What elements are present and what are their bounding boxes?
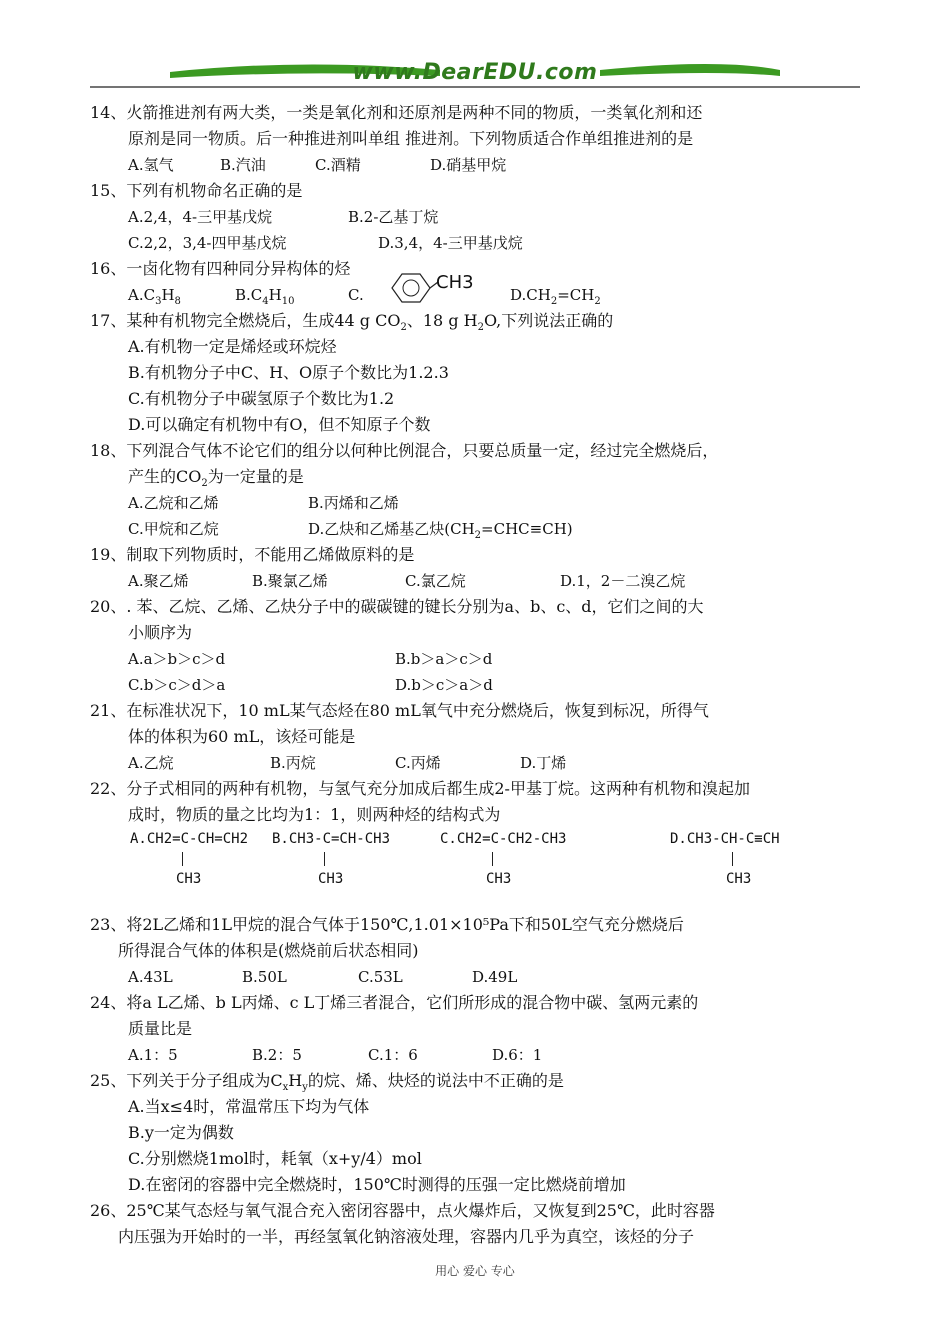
option-b: B.2-乙基丁烷 xyxy=(348,208,439,226)
option-c xyxy=(440,828,600,887)
option-b-label: B. xyxy=(272,831,289,847)
option-a: A.43L xyxy=(128,968,173,986)
bond-line xyxy=(324,852,325,866)
option-c: C.甲烷和乙烷 xyxy=(128,520,219,538)
option-a: A.有机物一定是烯烃或环烷烃 xyxy=(128,337,337,356)
question-26-line2: 内压强为开始时的一半，再经氢氧化钠溶液处理，容器内几乎为真空，该烃的分子 xyxy=(118,1227,695,1246)
question-18-line1: 18、下列混合气体不论它们的组分以何种比例混合，只要总质量一定，经过完全燃烧后， xyxy=(90,441,719,460)
bond-line xyxy=(492,852,493,866)
option-d: D.硝基甲烷 xyxy=(430,156,507,174)
option-d-label: D. xyxy=(670,831,687,847)
question-19-line1: 19、制取下列物质时，不能用乙烯做原料的是 xyxy=(90,545,415,564)
question-15-options-row1 xyxy=(90,204,870,230)
option-b: B.50L xyxy=(242,968,287,986)
option-a: A.乙烷和乙烯 xyxy=(128,494,219,512)
question-25-line1: 25、下列关于分子组成为$C_xH_y$的烷、烯、炔烃的说法中不正确的是 xyxy=(90,1071,564,1094)
option-a: A.氢气 xyxy=(128,156,174,174)
question-list xyxy=(90,100,870,1250)
question-21-options xyxy=(90,750,870,776)
option-c: C.53L xyxy=(358,968,403,986)
option-a: A.乙烷 xyxy=(128,754,174,772)
option-b: B.丙烯和乙烯 xyxy=(308,494,399,512)
question-24-options xyxy=(90,1042,870,1068)
question-15-options-row2 xyxy=(90,230,870,256)
option-a-formula: CH2=C-CH=CH2 xyxy=(146,831,249,847)
option-a: A.2,4，4-三甲基戊烷 xyxy=(128,208,273,226)
option-d: D.49L xyxy=(472,968,518,986)
option-c: C.酒精 xyxy=(315,156,361,174)
question-20-options-row1 xyxy=(90,646,870,672)
site-logo: www.DearEDU.com xyxy=(352,60,598,85)
option-b xyxy=(272,828,422,887)
question-20-line2: 小顺序为 xyxy=(128,623,193,642)
question-21-line1: 21、在标准状况下，10 mL某气态烃在80 mL氧气中充分燃烧后，恢复到标况，所得气 xyxy=(90,701,709,720)
question-14-line1: 14、火箭推进剂有两大类，一类是氧化剂和还原剂是两种不同的物质，一类氧化剂和还 xyxy=(90,103,703,122)
option-b: $B.C_4H_{10}$ xyxy=(235,286,295,307)
option-d: D.在密闭的容器中完全燃烧时，150℃时测得的压强一定比燃烧前增加 xyxy=(128,1175,626,1194)
option-b: B.汽油 xyxy=(220,156,266,174)
question-24-line2: 质量比是 xyxy=(128,1019,193,1038)
question-18-options-row1 xyxy=(90,490,870,516)
question-14-line2: 原剂是同一物质。后一种推进剂叫单组 推进剂。下列物质适合作单组推进剂的是 xyxy=(128,129,694,148)
bond-line xyxy=(732,852,733,866)
question-23-line2: 所得混合气体的体积是(燃烧前后状态相同) xyxy=(118,941,419,960)
option-c: C.氯乙烷 xyxy=(405,572,466,590)
option-a xyxy=(130,828,280,887)
option-d: D.可以确定有机物中有O，但不知原子个数 xyxy=(128,415,431,434)
option-d xyxy=(670,828,830,887)
question-17-line1: 17、某种有机物完全燃烧后，生成44 g $CO_2$、18 g $H_2O$,下列说法正确的 xyxy=(90,311,614,334)
question-18-options-row2 xyxy=(90,516,870,542)
option-d: D.乙炔和乙烯基乙炔$(CH_2=CHC\equiv CH)$ xyxy=(308,520,573,541)
option-c: C.丙烯 xyxy=(395,754,441,772)
option-c: C.分别燃烧1mol时，耗氧（x+y/4）mol xyxy=(128,1149,422,1168)
option-c: C.有机物分子中碳氢原子个数比为1.2 xyxy=(128,389,395,408)
question-22-options xyxy=(90,828,870,912)
option-d-methyl: CH3 xyxy=(726,871,752,887)
option-b-methyl: CH3 xyxy=(318,871,344,887)
question-18-line2: 产生的$CO_2$为一定量的是 xyxy=(128,467,304,490)
question-21-line2: 体的体积为60 mL，该烃可能是 xyxy=(128,727,356,746)
option-b: B.丙烷 xyxy=(270,754,316,772)
option-b: B.有机物分子中C、H、O原子个数比为1.2.3 xyxy=(128,363,449,382)
option-b: B.b＞a＞c＞d xyxy=(395,650,493,668)
option-c: C.2,2，3,4-四甲基戊烷 xyxy=(128,234,287,252)
page-footer: 用心 爱心 专心 xyxy=(435,1264,515,1278)
question-23-options xyxy=(90,964,870,990)
question-20-line1: 20、. 苯、乙烷、乙烯、乙炔分子中的碳碳键的键长分别为a、b、c、d，它们之间的大 xyxy=(90,597,704,616)
question-15-line1: 15、下列有机物命名正确的是 xyxy=(90,181,303,200)
option-c: C.b＞c＞d＞a xyxy=(128,676,226,694)
question-26-line1: 26、25℃某气态烃与氧气混合充入密闭容器中，点火爆炸后，又恢复到25℃，此时容器 xyxy=(90,1201,715,1220)
option-c-formula: CH2=C-CH2-CH3 xyxy=(456,831,567,847)
question-22-line1: 22、分子式相同的两种有机物，与氢气充分加成后都生成2-甲基丁烷。这两种有机物和溴起加 xyxy=(90,779,750,798)
page-header xyxy=(0,0,950,95)
bond-line xyxy=(182,852,183,866)
option-a: A.a＞b＞c＞d xyxy=(128,650,226,668)
methyl-group-label: CH3 xyxy=(436,272,474,293)
option-c: C.1：6 xyxy=(368,1046,418,1064)
question-22-line2: 成时，物质的量之比均为1：1，则两种烃的结构式为 xyxy=(128,805,501,824)
option-c: C. xyxy=(348,286,364,304)
option-b: B.聚氯乙烯 xyxy=(252,572,328,590)
option-d: D.6：1 xyxy=(492,1046,543,1064)
option-d: D.丁烯 xyxy=(520,754,567,772)
option-d-formula: CH3-CH-C≡CH xyxy=(686,831,780,847)
option-a-methyl: CH3 xyxy=(176,871,202,887)
option-d: D.1，2－二溴乙烷 xyxy=(560,572,686,590)
option-a: A.1：5 xyxy=(128,1046,178,1064)
option-a: $A.C_3H_8$ xyxy=(128,286,181,307)
question-16-line1: 16、一卤化物有四种同分异构体的烃 xyxy=(90,259,351,278)
question-24-line1: 24、将a L乙烯、b L丙烯、c L丁烯三者混合，它们所形成的混合物中碳、氢两元素的 xyxy=(90,993,699,1012)
question-19-options xyxy=(90,568,870,594)
option-b-formula: CH3-C=CH-CH3 xyxy=(288,831,391,847)
option-b: B.2：5 xyxy=(252,1046,302,1064)
option-b: B.y一定为偶数 xyxy=(128,1123,234,1142)
option-d: D.3,4，4-三甲基戊烷 xyxy=(378,234,523,252)
question-14-options xyxy=(90,152,870,178)
option-a: A.聚乙烯 xyxy=(128,572,189,590)
option-a-label: A. xyxy=(130,831,147,847)
question-23-line1: 23、将2L乙烯和1L甲烷的混合气体于150℃,1.01×10⁵Pa下和50L空气充分燃烧后 xyxy=(90,915,684,934)
option-d: D.b＞c＞a＞d xyxy=(395,676,493,694)
question-16-options xyxy=(90,272,870,308)
option-d: $D.CH_2=CH_2$ xyxy=(510,286,601,307)
option-a: A.当x≤4时，常温常压下均为气体 xyxy=(128,1097,370,1116)
question-20-options-row2 xyxy=(90,672,870,698)
option-c-label: C. xyxy=(440,831,457,847)
option-c-methyl: CH3 xyxy=(486,871,512,887)
